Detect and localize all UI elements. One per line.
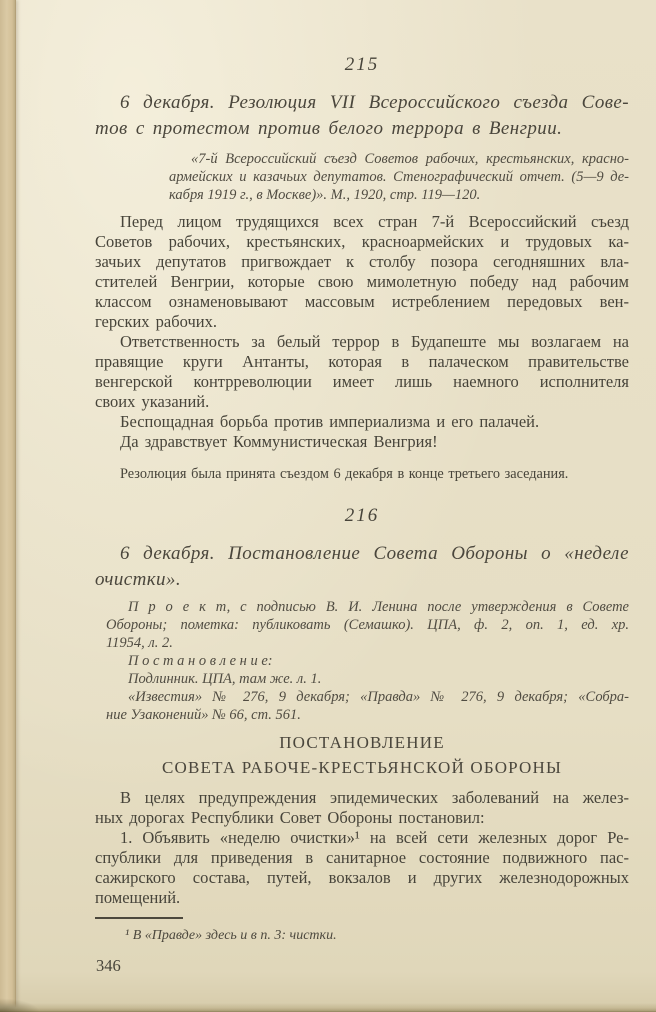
text-line: своих указаний.	[95, 392, 210, 411]
entry-number-216: 216	[344, 505, 380, 526]
text-line: 6 декабря. Резолюция VII Всероссийского съезда Сове-	[120, 92, 629, 113]
entry-number-215: 215	[344, 54, 380, 75]
footnote-divider-rule	[95, 917, 183, 919]
text-line: ных дорогах Республики Совет Обороны постановил:	[95, 808, 485, 827]
text-line: герских рабочих.	[95, 312, 217, 331]
text-line: Советов рабочих, крестьянских, красноармейских и трудовых ка-	[95, 232, 629, 251]
text-line: очистки».	[95, 569, 181, 590]
page-corner-shadow	[0, 998, 40, 1012]
citation-publications-block	[106, 688, 629, 724]
text-line: 11954, л. 2.	[106, 635, 173, 651]
text-line: «Известия» № 276, 9 декабря; «Правда» № 276, 9 декабря; «Собра-	[128, 689, 629, 705]
decree-paragraph-1	[95, 788, 629, 828]
book-page-number: 346	[96, 956, 121, 975]
text-line: Перед лицом трудящихся всех стран 7-й Всероссийский съезд	[120, 212, 629, 231]
page-bottom-edge	[0, 1003, 656, 1012]
text-line: 1. Объявить «неделю очистки»¹ на всей сети железных дорог Ре-	[120, 828, 629, 847]
text-line: помещений.	[95, 888, 181, 907]
text-line: стителей Венгрии, которые свою мимолетную победу над рабочим	[95, 272, 629, 291]
text-line: ПОСТАНОВЛЕНИЕ	[279, 733, 445, 752]
text-line: СОВЕТА РАБОЧЕ-КРЕСТЬЯНСКОЙ ОБОРОНЫ	[161, 758, 563, 777]
text-line: 6 декабря. Постановление Совета Обороны о «неделе	[120, 543, 629, 564]
text-line: армейских и казачьих депутатов. Стенографический отчет. (5—9 де-	[169, 169, 629, 185]
text-line: спублики для приведения в санитарное состояние подвижного пас-	[95, 848, 629, 867]
entry-215-source-citation	[169, 150, 629, 204]
text-line: зачьих депутатов пригвождает к столбу позора сегодняшних вла-	[95, 252, 629, 271]
text-line: П р о е к т, с подписью В. И. Ленина после утверждения в Совете	[128, 599, 629, 615]
entry-215-paragraph-2	[95, 332, 629, 412]
decree-paragraph-2	[95, 828, 629, 908]
decree-title	[95, 730, 629, 780]
page-content	[95, 0, 629, 976]
text-line: В целях предупреждения эпидемических заболеваний на желез-	[120, 788, 629, 807]
text-line: классом ознаменовывают массовым истреблением передовых вен-	[95, 292, 629, 311]
text-line: правящие круги Антанты, которая в палаческом правительстве	[95, 352, 629, 371]
citation-project-block	[106, 598, 629, 652]
entry-215-paragraph-4: Да здравствует Коммунистическая Венгрия!	[120, 432, 438, 451]
text-line: «7-й Всероссийский съезд Советов рабочих, крестьянских, красно-	[191, 151, 629, 167]
entry-215-heading	[95, 90, 629, 142]
citation-postanovlenie-label: П о с т а н о в л е н и е:	[128, 653, 273, 669]
text-line: сажирского состава, путей, вокзалов и других железнодорожных	[95, 868, 629, 887]
text-line: кабря 1919 г., в Москве)». М., 1920, стр. 119—120.	[169, 187, 481, 203]
entry-215-paragraph-1	[95, 212, 629, 332]
text-line: Обороны; пометка: публиковать (Семашко). ЦПА, ф. 2, оп. 1, ед. хр.	[106, 617, 629, 633]
text-line: ние Узаконений» № 66, ст. 561.	[106, 707, 301, 723]
text-line: венгерской контрреволюции имеет лишь наемного исполнителя	[95, 372, 629, 391]
citation-original-block: Подлинник. ЦПА, там же. л. 1.	[128, 671, 322, 687]
entry-215-paragraph-3: Беспощадная борьба против империализма и его палачей.	[120, 412, 540, 431]
footnote-1: ¹ В «Правде» здесь и в п. 3: чистки.	[125, 928, 337, 943]
entry-216-heading	[95, 541, 629, 593]
text-line: тов с протестом против белого террора в Венгрии.	[95, 118, 563, 139]
entry-216-source-citation	[106, 598, 629, 724]
book-binding-edge	[0, 0, 16, 1012]
entry-215-editorial-note: Резолюция была принята съездом 6 декабря в конце третьего заседания.	[120, 466, 569, 482]
text-line: Ответственность за белый террор в Будапеште мы возлагаем на	[120, 332, 629, 351]
